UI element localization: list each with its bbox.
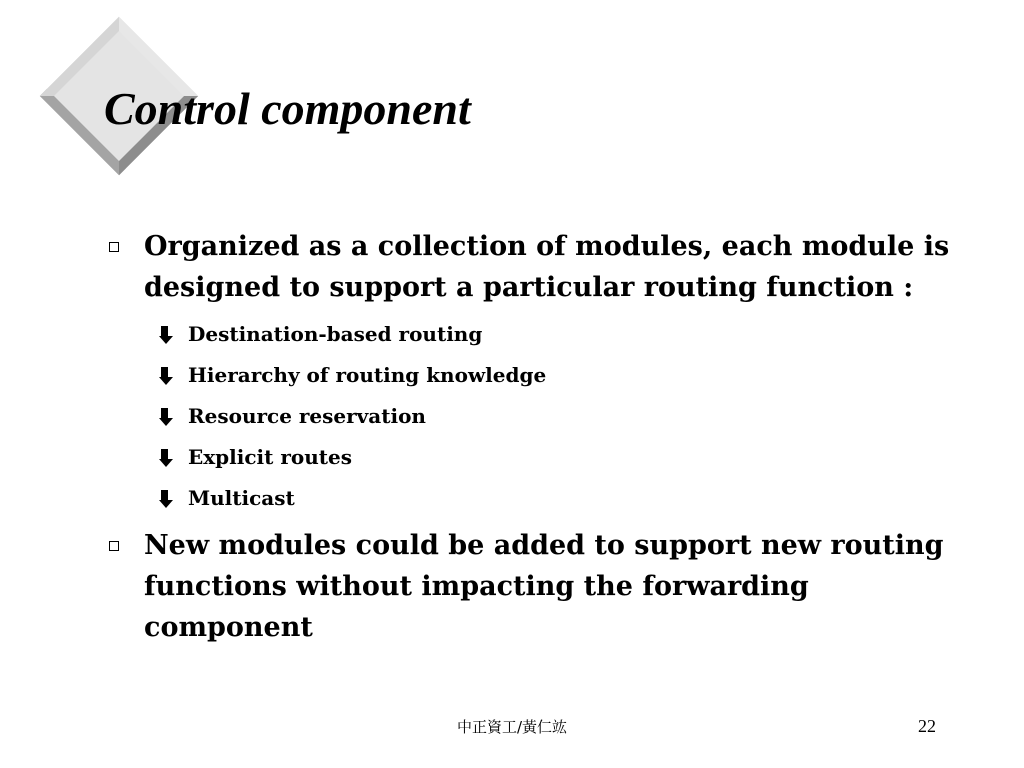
hollow-square-icon bbox=[109, 541, 119, 551]
bullet-item bbox=[104, 226, 954, 308]
sub-bullet-item bbox=[104, 478, 954, 519]
down-right-arrow-icon bbox=[158, 325, 178, 345]
hollow-square-icon bbox=[109, 242, 119, 252]
sub-bullet-item bbox=[104, 355, 954, 396]
sub-bullet-list bbox=[104, 314, 954, 519]
sub-bullet-text: Destination-based routing bbox=[188, 322, 483, 346]
down-right-arrow-icon bbox=[158, 407, 178, 427]
sub-bullet-item bbox=[104, 396, 954, 437]
bullet-text: New modules could be added to support new routing functions without impacting the forwarding component bbox=[144, 530, 944, 643]
footer-author: 中正資工/黃仁竑 bbox=[456, 718, 568, 736]
slide-title: Control component bbox=[104, 83, 471, 134]
sub-bullet-text: Multicast bbox=[188, 486, 295, 510]
down-right-arrow-icon bbox=[158, 489, 178, 509]
bullet-text: Organized as a collection of modules, each module is designed to support a particular routing function : bbox=[144, 231, 950, 303]
slide-content bbox=[104, 226, 954, 648]
sub-bullet-item bbox=[104, 437, 954, 478]
sub-bullet-text: Explicit routes bbox=[188, 445, 352, 469]
sub-bullet-item bbox=[104, 314, 954, 355]
down-right-arrow-icon bbox=[158, 366, 178, 386]
bullet-item bbox=[104, 525, 954, 648]
sub-bullet-text: Resource reservation bbox=[188, 404, 426, 428]
sub-bullet-text: Hierarchy of routing knowledge bbox=[188, 363, 547, 387]
page-number: 22 bbox=[918, 716, 936, 736]
down-right-arrow-icon bbox=[158, 448, 178, 468]
